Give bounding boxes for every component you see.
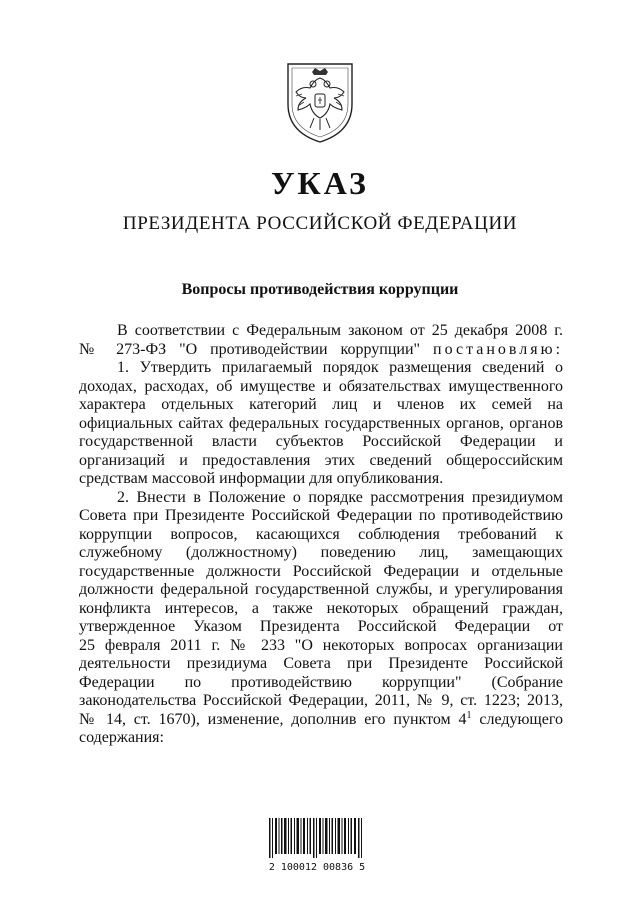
body-line: должности федеральной государственной службы, и урегулирования (79, 581, 563, 598)
body-line: Федерации по противодействию коррупции" (Собрание (79, 673, 563, 691)
barcode-number: 2 100012 00836 5 (268, 862, 366, 873)
body-line: 1. Утвердить прилагаемый порядок размещения сведений о (117, 359, 563, 376)
body-line: средствам массовой информации для опубликования. (79, 470, 444, 487)
body-line: конфликта интересов, а также некоторых обращений граждан, (79, 599, 563, 617)
body-line: Совета при Президенте Российской Федерации по противодействию (79, 507, 563, 524)
barcode-bars (263, 818, 371, 860)
document-title: УКАЗ (271, 165, 369, 201)
body-text: следующего (471, 710, 564, 728)
body-line: официальных сайтах федеральных государственных органов, органов (79, 414, 563, 432)
body-line: 25 февраля 2011 г. № 233 "О некоторых вопросах организации (79, 636, 563, 654)
body-line: утвержденное Указом Президента Российской Федерации от (79, 618, 563, 635)
decree-verb: постановляю: (433, 340, 564, 358)
body-line (79, 341, 563, 360)
body-line: деятельности президиума Совета при Президенте Российской (79, 655, 563, 672)
document-body (79, 322, 563, 748)
body-line: государственные должности Российской Федерации и отдельные (79, 562, 563, 580)
body-line (79, 711, 563, 730)
body-line: законодательства Российской Федерации, 2011, № 9, ст. 1223; 2013, (79, 692, 563, 709)
body-line: коррупции вопросов, касающихся соблюдения требований к (79, 525, 563, 543)
body-line: содержания: (79, 729, 164, 746)
body-line: государственной власти субъектов Российской Федерации и (79, 433, 563, 450)
law-reference: № 273-ФЗ "О противодействии коррупции" (79, 340, 421, 358)
document-subtitle: ПРЕЗИДЕНТА РОССИЙСКОЙ ФЕДЕРАЦИИ (122, 213, 518, 234)
body-line: В соответствии с Федеральным законом от 25 декабря 2008 г. (117, 322, 563, 339)
superscript-index: 1 (466, 709, 472, 721)
coat-of-arms-emblem (282, 58, 358, 144)
document-heading: Вопросы противодействия коррупции (181, 281, 459, 298)
body-line: организаций и предоставления этих сведений общероссийским (79, 451, 563, 469)
body-line: характера отдельных категорий лиц и членов их семей на (79, 396, 563, 413)
body-line: 2. Внести в Положение о порядке рассмотрения президиумом (117, 488, 563, 506)
body-text: № 14, ст. 1670), изменение, дополнив его пунктом 4 (79, 710, 467, 728)
barcode (263, 818, 371, 888)
body-line: служебному (должностному) поведению лиц, замещающих (79, 544, 563, 561)
body-line: доходах, расходах, об имуществе и обязательствах имущественного (79, 377, 563, 395)
